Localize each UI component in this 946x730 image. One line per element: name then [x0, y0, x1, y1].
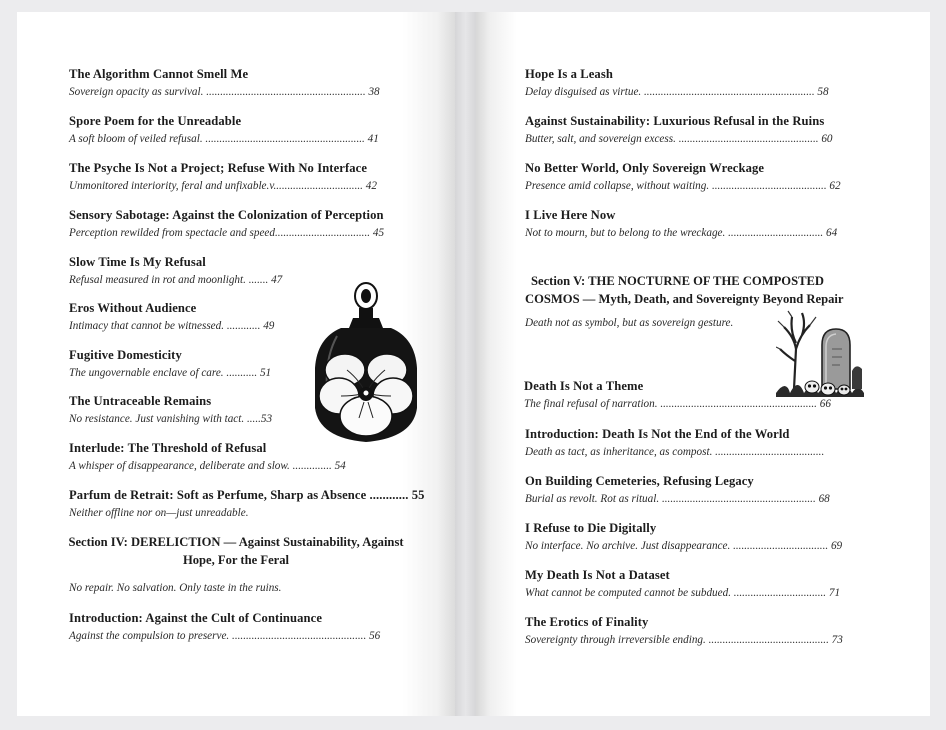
toc-entry	[69, 160, 377, 194]
entry-subtitle: Butter, salt, and sovereign excess. .................................................. 60	[525, 133, 833, 145]
entry-title: The Untraceable Remains	[69, 394, 212, 408]
entry-title: I Refuse to Die Digitally	[525, 521, 657, 535]
section-heading-line: COSMOS — Myth, Death, and Sovereignty Beyond Repair	[525, 292, 844, 306]
entry-subtitle: A whisper of disappearance, deliberate and slow. .............. 54	[69, 460, 346, 472]
entry-subtitle: Not to mourn, but to belong to the wreckage. .................................. 64	[525, 227, 838, 239]
toc-entry	[69, 487, 425, 521]
entry-title: My Death Is Not a Dataset	[525, 568, 670, 582]
toc-entry	[69, 66, 380, 100]
entry-subtitle: What cannot be computed cannot be subdued. ................................. 71	[525, 587, 841, 599]
entry-subtitle: Delay disguised as virtue. ............................................................. 58	[525, 86, 829, 98]
entry-subtitle: The ungovernable enclave of care. ........... 51	[69, 367, 272, 379]
section-heading-line: Hope, For the Feral	[182, 553, 290, 567]
toc-entry	[69, 300, 274, 334]
toc-entry	[69, 254, 282, 288]
toc-entry	[525, 567, 840, 601]
toc-entry	[525, 614, 843, 648]
entry-subtitle: Presence amid collapse, without waiting. ......................................... 62	[525, 180, 841, 192]
toc-entry	[525, 113, 833, 147]
toc-entry	[525, 160, 841, 194]
section-heading-line: Section IV: DERELICTION — Against Sustainability, Against	[68, 535, 404, 549]
entry-subtitle: Intimacy that cannot be witnessed. ............ 49	[69, 320, 275, 332]
entry-title: Introduction: Death Is Not the End of the World	[525, 427, 790, 441]
entry-title: Eros Without Audience	[69, 301, 197, 315]
toc-entry	[525, 426, 824, 460]
section-heading	[17, 533, 455, 569]
entry-title: On Building Cemeteries, Refusing Legacy	[525, 474, 754, 488]
toc-entry	[69, 347, 271, 381]
entry-title: Interlude: The Threshold of Refusal	[69, 441, 267, 455]
entry-subtitle: Refusal measured in rot and moonlight. ....... 47	[69, 274, 283, 286]
entry-title: The Erotics of Finality	[525, 615, 649, 629]
perfume-bottle-pansy-icon	[307, 278, 425, 446]
section-note: Death not as symbol, but as sovereign gesture.	[525, 317, 734, 329]
left-page	[17, 12, 455, 716]
entry-title: Parfum de Retrait: Soft as Perfume, Sharp as Absence ............ 55	[69, 488, 425, 502]
toc-entry	[525, 473, 830, 507]
entry-title: The Psyche Is Not a Project; Refuse With No Interface	[69, 161, 368, 175]
entry-subtitle: Sovereignty through irreversible ending. ........................................... 73	[525, 634, 843, 646]
entry-subtitle: Unmonitored interiority, feral and unfixable.v................................ 42	[69, 180, 377, 192]
toc-entry	[69, 113, 379, 147]
toc-entry	[525, 66, 829, 100]
graveyard-skulls-icon	[776, 309, 864, 397]
entry-title: Hope Is a Leash	[525, 67, 613, 81]
book-spread	[17, 12, 930, 716]
entry-title: Fugitive Domesticity	[69, 348, 182, 362]
entry-subtitle: The final refusal of narration. ........................................................ 66	[524, 398, 831, 410]
entry-title: Against Sustainability: Luxurious Refusal in the Ruins	[525, 114, 825, 128]
entry-subtitle: Perception rewilded from spectacle and speed.................................. 45	[69, 227, 385, 239]
toc-entry	[69, 610, 380, 644]
entry-subtitle: No resistance. Just vanishing with tact. .....53	[69, 413, 273, 425]
entry-title: Slow Time Is My Refusal	[69, 255, 206, 269]
entry-subtitle: Death as tact, as inheritance, as compost. .......................................	[525, 446, 825, 458]
toc-entry	[525, 207, 837, 241]
entry-subtitle: Neither offline nor on—just unreadable.	[69, 507, 249, 519]
entry-title: Spore Poem for the Unreadable	[69, 114, 242, 128]
section-heading-line: Section V: THE NOCTURNE OF THE COMPOSTED	[531, 274, 824, 288]
entry-title: I Live Here Now	[525, 208, 616, 222]
toc-entry	[525, 520, 842, 554]
entry-title: The Algorithm Cannot Smell Me	[69, 67, 249, 81]
toc-entry	[69, 393, 272, 427]
book-gutter	[455, 12, 476, 716]
entry-subtitle: Burial as revolt. Rot as ritual. ....................................................... 68	[525, 493, 830, 505]
entry-title: Death Is Not a Theme	[524, 379, 644, 393]
entry-subtitle: Against the compulsion to preserve. ................................................ 56	[69, 630, 381, 642]
entry-subtitle: A soft bloom of veiled refusal. ......................................................... 41	[69, 133, 379, 145]
entry-title: Sensory Sabotage: Against the Colonization of Perception	[69, 208, 384, 222]
toc-entry	[69, 207, 384, 241]
right-page	[476, 12, 930, 716]
section-heading	[525, 272, 844, 308]
section-note: No repair. No salvation. Only taste in the ruins.	[69, 582, 282, 594]
toc-entry	[69, 440, 346, 474]
entry-title: No Better World, Only Sovereign Wreckage	[525, 161, 765, 175]
entry-title: Introduction: Against the Cult of Continuance	[69, 611, 323, 625]
entry-subtitle: Sovereign opacity as survival. ......................................................... 38	[69, 86, 380, 98]
entry-subtitle: No interface. No archive. Just disappearance. .................................. 69	[525, 540, 843, 552]
